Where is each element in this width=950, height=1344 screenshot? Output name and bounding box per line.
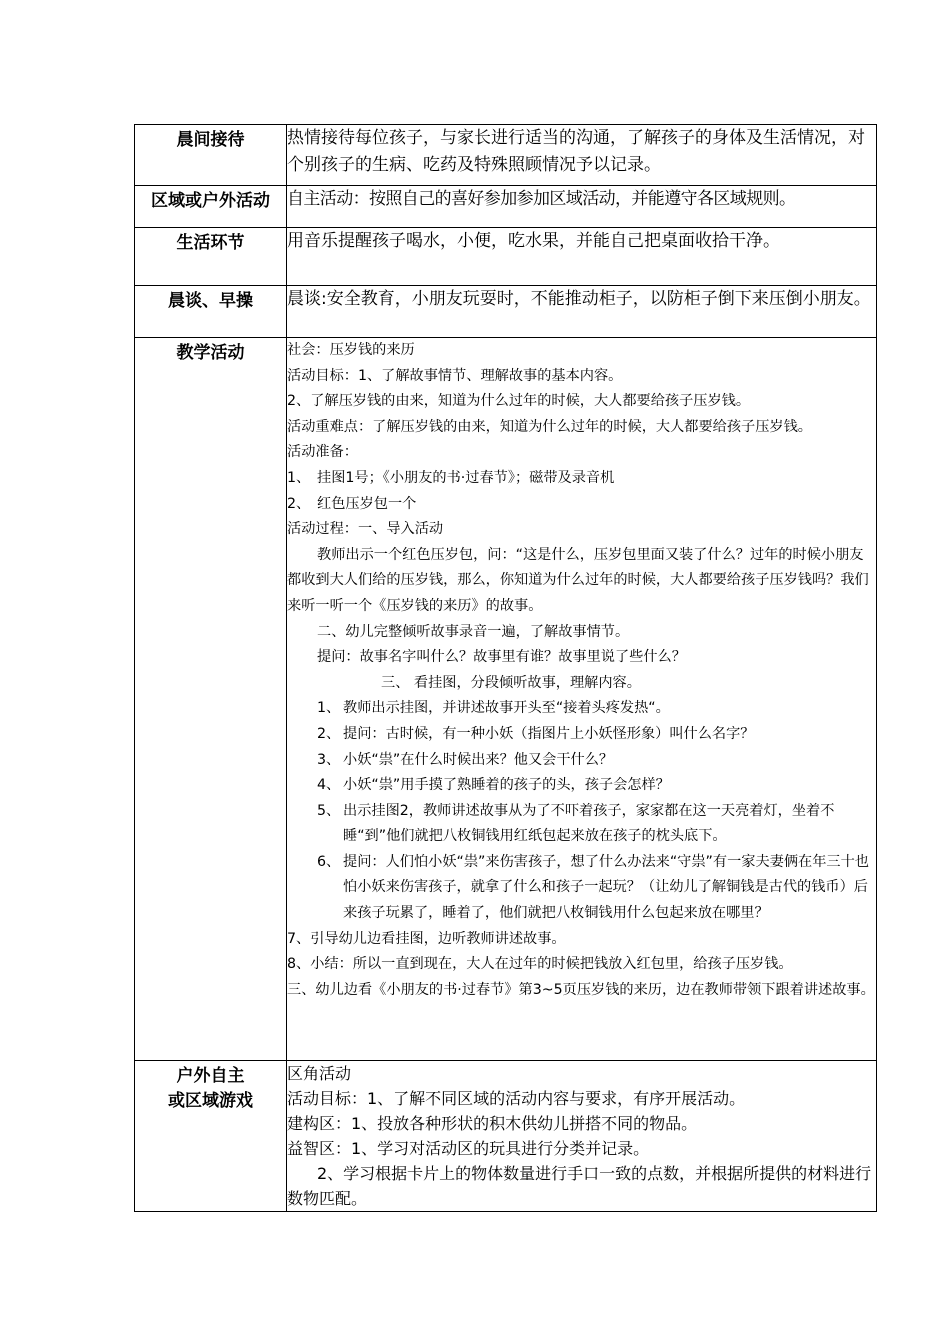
prep-text: 挂图1号；《小朋友的书·过春节》；磁带及录音机 — [317, 469, 615, 486]
table-row — [135, 1061, 877, 1212]
outdoor-puzzle: 益智区：1、学习对活动区的玩具进行分类并记录。 — [287, 1139, 650, 1158]
outdoor-goal: 活动目标：1、了解不同区域的活动内容与要求，有序开展活动。 — [287, 1089, 746, 1108]
prep-item — [287, 492, 876, 518]
teaching-goal-1: 活动目标：1、了解故事情节、理解故事的基本内容。 — [287, 367, 623, 384]
row-label-outdoor — [135, 1061, 287, 1212]
morning-text: 晨谈:安全教育，小朋友玩耍时，不能推动柜子，以防柜子倒下来压倒小朋友。 — [287, 286, 877, 338]
row-label-life: 生活环节 — [135, 228, 287, 286]
outdoor-label-line1: 户外自主 — [176, 1066, 245, 1086]
table-row — [135, 125, 877, 186]
prep-item — [287, 466, 876, 492]
process-title: 活动过程：一、导入活动 — [287, 521, 444, 538]
item-8: 8、小结：所以一直到现在，大人在过年的时候把钱放入红包里，给孩子压岁钱。 — [287, 956, 793, 973]
step-3b: 三、幼儿边看《小朋友的书·过春节》第3~5页压岁钱的来历，边在教师带领下跟着讲述故事。 — [287, 981, 875, 998]
row-label-teaching: 教学活动 — [135, 338, 287, 1061]
daily-plan-table — [134, 124, 877, 1212]
prep-title: 活动准备： — [287, 444, 358, 461]
item-num: 2、 — [317, 725, 341, 742]
item-text: 小妖“祟”在什么时候出来？他又会干什么？ — [343, 751, 614, 768]
table-row — [135, 228, 877, 286]
list-item — [287, 850, 876, 927]
table-row — [135, 186, 877, 228]
area-line: 自主活动：按照自己的喜好参加参加区域活动，并能遵守各区域规则。 — [287, 189, 796, 209]
item-text: 教师出示挂图，并讲述故事开头至“接着头疼发热“。 — [343, 700, 670, 717]
list-item — [287, 773, 876, 799]
teaching-content — [287, 338, 877, 1061]
table-row — [135, 286, 877, 338]
teaching-keypoint: 活动重难点：了解压岁钱的由来，知道为什么过年的时候，大人都要给孩子压岁钱。 — [287, 418, 812, 435]
life-text: 用音乐提醒孩子喝水，小便，吃水果，并能自己把桌面收拾干净。 — [287, 228, 877, 286]
teaching-subject: 社会：压岁钱的来历 — [287, 342, 415, 358]
step-2: 二、幼儿完整倾听故事录音一遍，了解故事情节。 — [317, 623, 630, 640]
list-item — [287, 748, 876, 774]
list-item — [287, 696, 876, 722]
item-num: 6、 — [317, 853, 341, 870]
outdoor-build: 建构区：1、投放各种形状的积木供幼儿拼搭不同的物品。 — [287, 1114, 698, 1133]
item-num: 4、 — [317, 777, 341, 794]
item-num: 5、 — [317, 802, 341, 819]
prep-num: 2、 — [287, 495, 311, 512]
outdoor-label-line2: 或区域游戏 — [168, 1091, 253, 1111]
row-label-morning: 晨谈、早操 — [135, 286, 287, 338]
intro-text: 教师出示一个红色压岁包，问：“这是什么，压岁包里面又装了什么？过年的时候小朋友都收到大人们给的压岁钱，那么，你知道为什么过年的时候，大人都要给孩子压岁钱吗？我们来听一听一个《压岁钱的来历》的故事。 — [287, 546, 869, 614]
outdoor-puzzle-2: 2、学习根据卡片上的物体数量进行手口一致的点数，并根据所提供的材料进行数物匹配。 — [287, 1164, 872, 1208]
table-row — [135, 338, 877, 1061]
step-3: 三、 看挂图，分段倾听故事，理解内容。 — [381, 674, 641, 691]
teaching-goal-2: 2、了解压岁钱的由来，知道为什么过年的时候，大人都要给孩子压岁钱。 — [287, 393, 751, 410]
prep-text: 红色压岁包一个 — [317, 495, 417, 512]
list-item — [287, 722, 876, 748]
outdoor-content — [287, 1061, 877, 1212]
item-text: 提问：人们怕小妖“祟”来伤害孩子，想了什么办法来“守祟”有一家夫妻俩在年三十也怕小妖来伤害孩子，就拿了什么和孩子一起玩？（让幼儿了解铜钱是古代的钱币）后来孩子玩累了，睡着了，他们就把八枚铜钱用什么包起来放在哪里？ — [343, 853, 869, 922]
item-num: 1、 — [317, 700, 341, 717]
prep-num: 1、 — [287, 469, 311, 486]
item-text: 小妖“祟”用手摸了熟睡着的孩子的头，孩子会怎样？ — [343, 777, 670, 794]
outdoor-title: 区角活动 — [287, 1064, 352, 1083]
item-text: 提问：古时候，有一种小妖（指图片上小妖怪形象）叫什么名字？ — [343, 725, 755, 742]
area-text — [287, 186, 877, 228]
item-text: 出示挂图2，教师讲述故事从为了不吓着孩子，家家都在这一天亮着灯，坐着不睡“到”他们就把八枚铜钱用红纸包起来放在孩子的枕头底下。 — [343, 802, 835, 845]
row-label-area: 区域或户外活动 — [135, 186, 287, 228]
item-num: 3、 — [317, 751, 341, 768]
item-7: 7、引导幼儿边看挂图，边听教师讲述故事。 — [287, 930, 566, 947]
reception-text: 热情接待每位孩子，与家长进行适当的沟通，了解孩子的身体及生活情况，对个别孩子的生病、吃药及特殊照顾情况予以记录。 — [287, 125, 877, 186]
row-label-reception: 晨间接待 — [135, 125, 287, 186]
list-item — [287, 799, 876, 850]
question-text: 提问：故事名字叫什么？故事里有谁？故事里说了些什么？ — [317, 649, 686, 666]
